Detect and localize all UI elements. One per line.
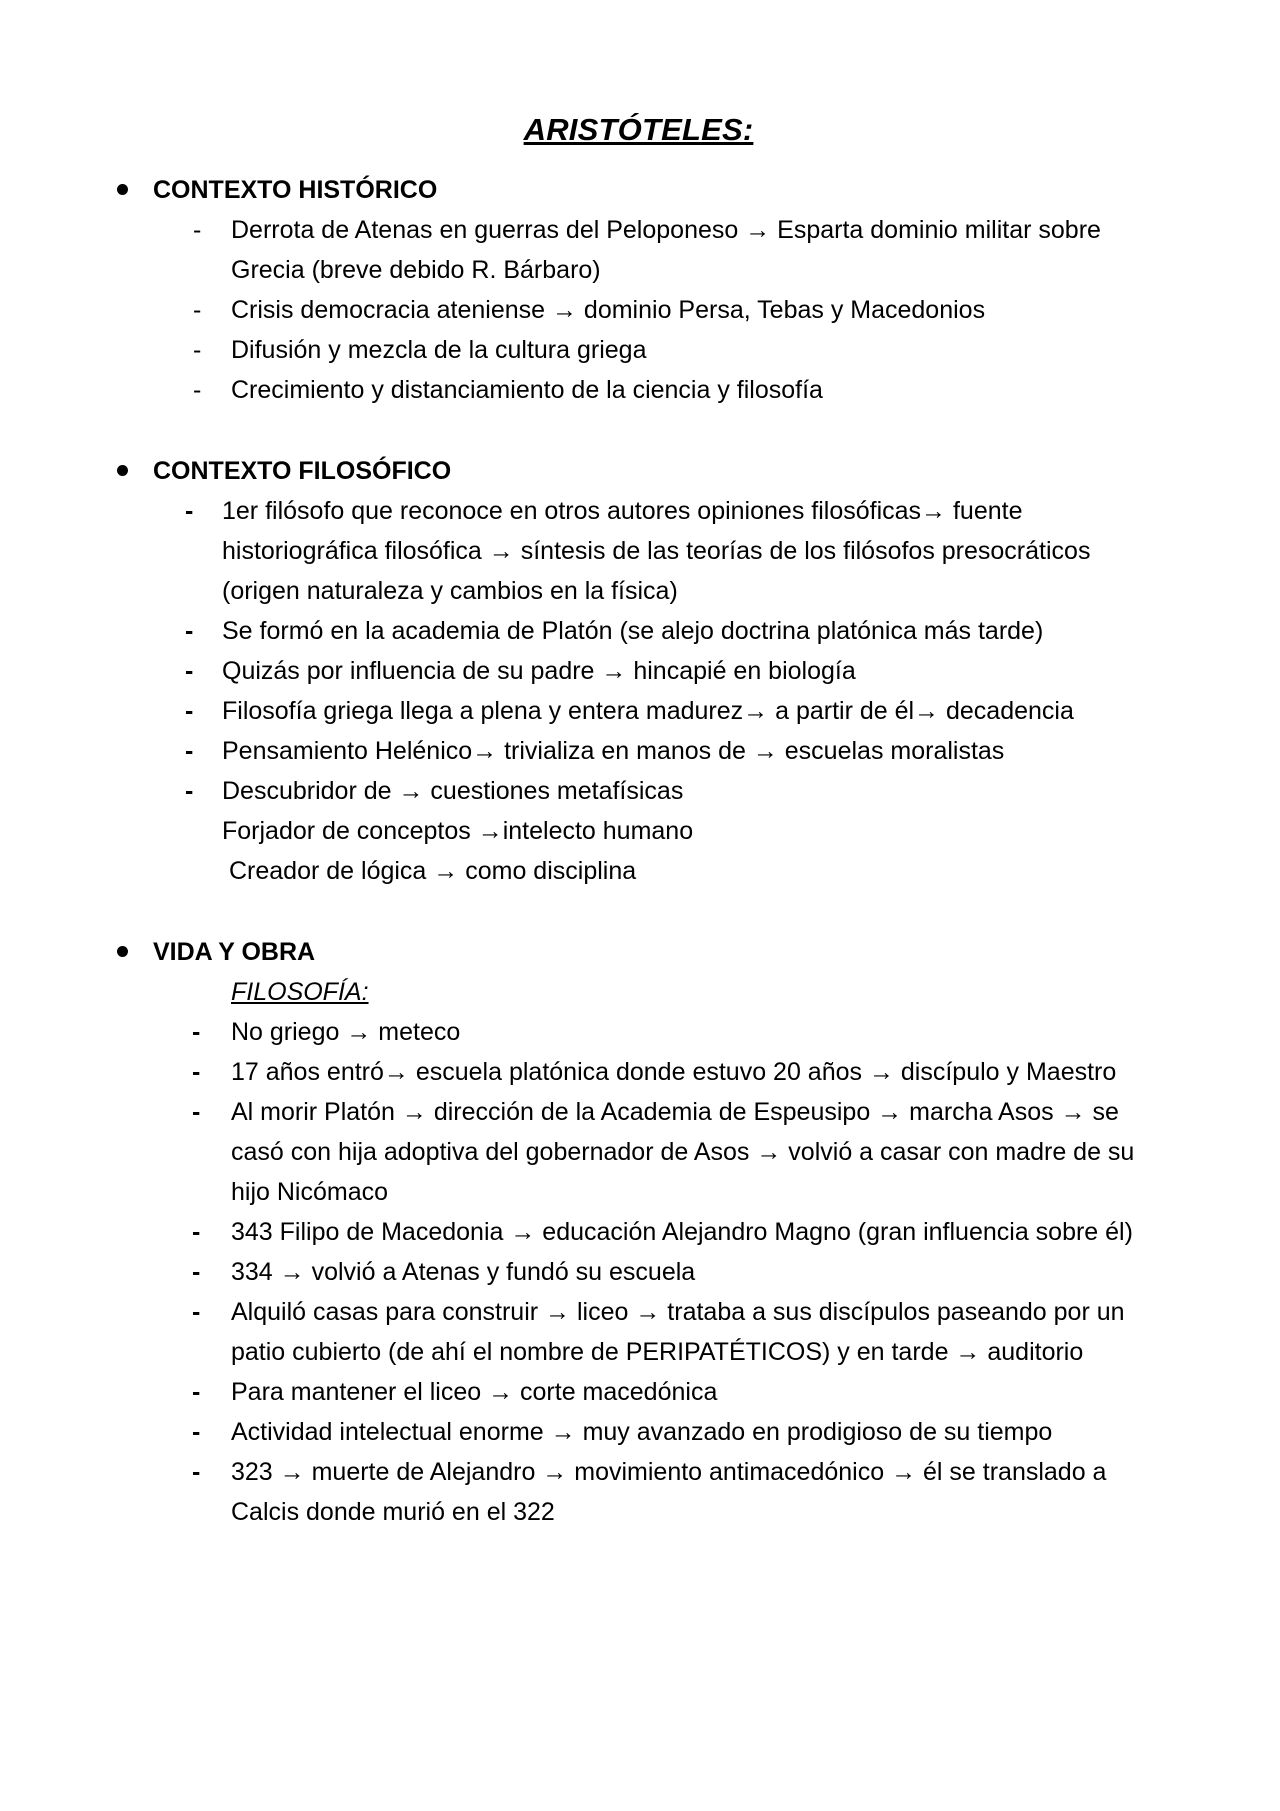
bullet-icon [117, 184, 128, 195]
list-item [117, 691, 1160, 731]
list-item [117, 1052, 1160, 1092]
list-item [117, 290, 1160, 330]
continuation-line: Creador de lógica → como disciplina [229, 857, 637, 885]
section-contexto-historico [117, 170, 1160, 410]
list-item-text: 343 Filipo de Macedonia → educación Alejandro Magno (gran influencia sobre él) [231, 1218, 1133, 1246]
list-item [117, 210, 1160, 290]
list-item-text: Derrota de Atenas en guerras del Peloponeso → Esparta dominio militar sobre Grecia (breve debido R. Bárbaro) [231, 216, 1101, 284]
section-heading [117, 170, 1160, 210]
section-contexto-filosofico [117, 451, 1160, 891]
list-item-text: Actividad intelectual enorme → muy avanzado en prodigioso de su tiempo [231, 1418, 1053, 1446]
list-item-text: Al morir Platón → dirección de la Academia de Espeusipo → marcha Asos → se casó con hija adoptiva del gobernador de Asos → volvió a casar con madre de su hijo Nicómaco [231, 1098, 1135, 1206]
dash-icon: - [185, 777, 194, 805]
dash-icon: - [192, 1098, 201, 1126]
list-item-text: 1er filósofo que reconoce en otros autores opiniones filosóficas→ fuente historiográfica filosófica → síntesis de las teorías de los filósofos presocráticos (origen naturaleza y cambios en la física) [222, 497, 1091, 605]
list-item [117, 1012, 1160, 1052]
list-item-text: 334 → volvió a Atenas y fundó su escuela [231, 1258, 696, 1286]
dash-icon: - [193, 376, 202, 404]
section-heading-text: CONTEXTO FILOSÓFICO [153, 457, 452, 485]
section-vida-y-obra [117, 932, 1160, 1532]
list-item [117, 731, 1160, 771]
dash-icon: - [185, 697, 194, 725]
list-item [117, 491, 1160, 611]
page-title: ARISTÓTELES: [523, 112, 754, 147]
list-item [117, 1412, 1160, 1452]
list-item-text: Descubridor de → cuestiones metafísicas [222, 777, 684, 805]
list-item-text: Difusión y mezcla de la cultura griega [231, 336, 647, 364]
list-item [117, 1372, 1160, 1412]
list-item [117, 1092, 1160, 1212]
dash-icon: - [185, 737, 194, 765]
section-heading [117, 451, 1160, 491]
list-item [117, 1292, 1160, 1372]
list-item [117, 651, 1160, 691]
bullet-icon [117, 946, 128, 957]
dash-icon: - [193, 296, 202, 324]
list-item-text: 17 años entró→ escuela platónica donde estuvo 20 años → discípulo y Maestro [231, 1058, 1117, 1086]
list-item [117, 370, 1160, 410]
dash-icon: - [185, 657, 194, 685]
list-item [117, 1212, 1160, 1252]
list-item [117, 330, 1160, 370]
list-item-text: Quizás por influencia de su padre → hincapié en biología [222, 657, 856, 685]
dash-icon: - [192, 1378, 201, 1406]
list-item-text: Crecimiento y distanciamiento de la ciencia y filosofía [231, 376, 823, 404]
list-item-text: Alquiló casas para construir → liceo → trataba a sus discípulos paseando por un patio cubierto (de ahí el nombre de PERIPATÉTICOS) y en tarde → auditorio [231, 1298, 1125, 1366]
dash-icon: - [192, 1058, 201, 1086]
bullet-icon [117, 465, 128, 476]
list-item-text: Filosofía griega llega a plena y entera madurez→ a partir de él→ decadencia [222, 697, 1074, 725]
section-heading-text: CONTEXTO HISTÓRICO [153, 176, 438, 204]
dash-icon: - [193, 336, 202, 364]
section-heading [117, 932, 1160, 972]
dash-icon: - [192, 1218, 201, 1246]
list-item [117, 611, 1160, 651]
list-item [117, 1452, 1160, 1532]
list-item-text: No griego → meteco [231, 1018, 461, 1046]
dash-icon: - [192, 1018, 201, 1046]
dash-icon: - [185, 497, 194, 525]
list-item [117, 1252, 1160, 1292]
list-item [117, 771, 1160, 811]
subheading: FILOSOFÍA: [231, 978, 369, 1006]
list-item-text: Para mantener el liceo → corte macedónica [231, 1378, 718, 1406]
continuation-line: Forjador de conceptos →intelecto humano [222, 817, 694, 845]
dash-icon: - [192, 1298, 201, 1326]
section-heading-text: VIDA Y OBRA [153, 938, 316, 966]
dash-icon: - [185, 617, 194, 645]
list-item-text: 323 → muerte de Alejandro → movimiento antimacedónico → él se translado a Calcis donde murió en el 322 [231, 1458, 1107, 1526]
dash-icon: - [192, 1418, 201, 1446]
dash-icon: - [192, 1258, 201, 1286]
list-item-text: Crisis democracia ateniense → dominio Persa, Tebas y Macedonios [231, 296, 986, 324]
list-item-text: Se formó en la academia de Platón (se alejo doctrina platónica más tarde) [222, 617, 1044, 645]
list-item-text: Pensamiento Helénico→ trivializa en manos de → escuelas moralistas [222, 737, 1005, 765]
dash-icon: - [192, 1458, 201, 1486]
dash-icon: - [193, 216, 202, 244]
